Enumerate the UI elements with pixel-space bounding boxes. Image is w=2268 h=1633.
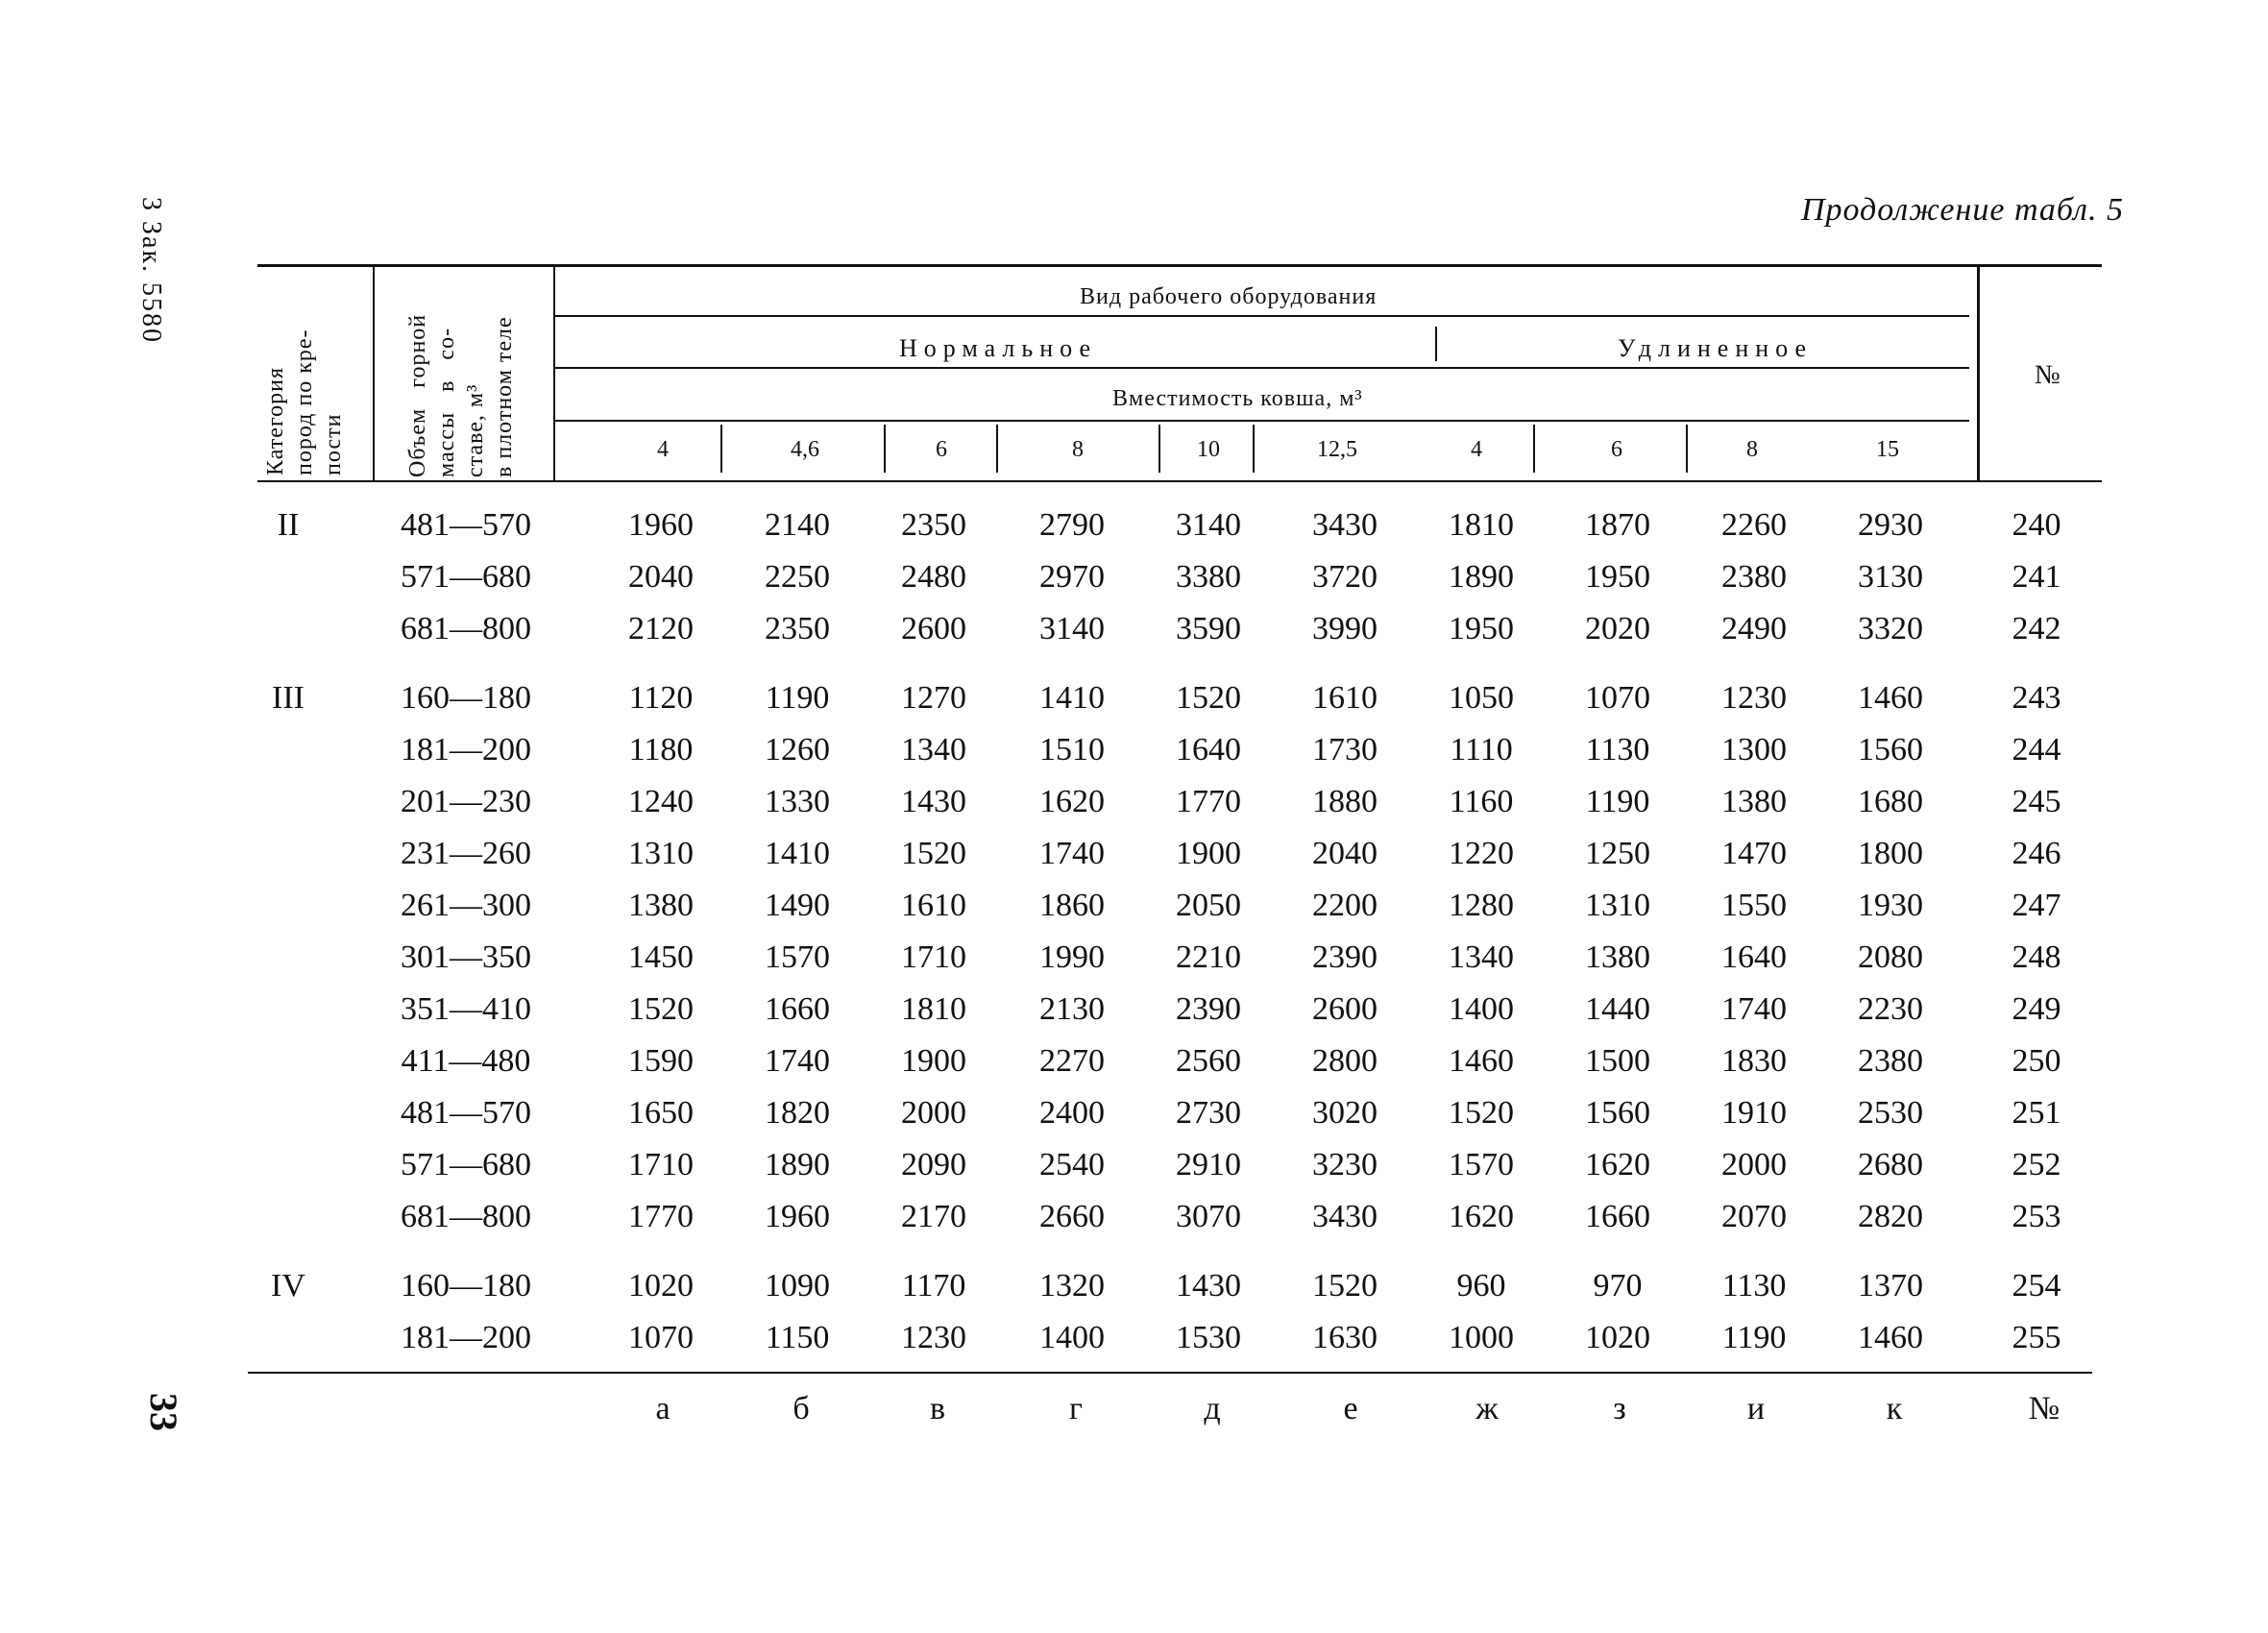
table-cell: 1230 bbox=[901, 1320, 966, 1355]
table-cell: 1640 bbox=[1721, 939, 1787, 975]
table-cell: 1270 bbox=[901, 680, 966, 716]
table-cell: 2350 bbox=[765, 611, 830, 646]
footer-label: з bbox=[1613, 1391, 1626, 1426]
table-cell: 1020 bbox=[1585, 1320, 1650, 1355]
table-cell: 1230 bbox=[1721, 680, 1787, 716]
table-cell: 1510 bbox=[1039, 732, 1105, 768]
header-volume-text: Объем горной массы в со- ставе, м³ в плотном теле bbox=[405, 313, 517, 477]
table-cell: 2390 bbox=[1312, 939, 1378, 975]
table-cell: 1520 bbox=[901, 836, 966, 871]
table-cell: 1710 bbox=[901, 939, 966, 975]
table-cell: 1470 bbox=[1721, 836, 1787, 871]
capacity-header: 12,5 bbox=[1317, 437, 1357, 462]
capacity-header: 10 bbox=[1197, 437, 1220, 462]
header-rule-type bbox=[555, 367, 1969, 369]
table-cell: 1110 bbox=[1450, 732, 1513, 768]
row-number: 244 bbox=[2012, 732, 2061, 768]
table-cell: 2140 bbox=[765, 507, 830, 543]
table-cell: 1870 bbox=[1585, 507, 1650, 543]
table-cell: 1520 bbox=[1449, 1095, 1514, 1131]
table-cell: 1490 bbox=[765, 888, 830, 923]
capacity-header: 15 bbox=[1876, 437, 1899, 462]
table-cell: 1170 bbox=[901, 1268, 966, 1304]
table-cell: 1400 bbox=[1449, 991, 1514, 1027]
header-divider-type bbox=[1435, 327, 1437, 361]
table-cell: 1880 bbox=[1312, 784, 1378, 819]
row-number: 252 bbox=[2012, 1147, 2061, 1182]
table-cell: 2400 bbox=[1039, 1095, 1105, 1131]
table-cell: 2490 bbox=[1721, 611, 1787, 646]
table-cell: 1900 bbox=[1176, 836, 1241, 871]
table-cell: 1860 bbox=[1039, 888, 1105, 923]
table-cell: 1710 bbox=[628, 1147, 694, 1182]
table-cell: 1950 bbox=[1585, 559, 1650, 595]
header-volume bbox=[403, 271, 538, 477]
row-number: 245 bbox=[2012, 784, 2061, 819]
table-cell: 1150 bbox=[765, 1320, 830, 1355]
table-cell: 1310 bbox=[1585, 888, 1650, 923]
row-number: 242 bbox=[2012, 611, 2061, 646]
footer-label: и bbox=[1746, 1391, 1766, 1426]
table-cell: 2000 bbox=[1721, 1147, 1787, 1182]
table-cell: 1340 bbox=[901, 732, 966, 768]
table-cell: 1730 bbox=[1312, 732, 1378, 768]
row-number: 246 bbox=[2012, 836, 2061, 871]
table-cell: 1660 bbox=[765, 991, 830, 1027]
table-cell: 3430 bbox=[1312, 507, 1378, 543]
volume-range: 681—800 bbox=[401, 611, 531, 646]
table-cell: 1190 bbox=[1721, 1320, 1787, 1355]
table-cell: 1380 bbox=[1721, 784, 1787, 819]
table-cell: 1590 bbox=[628, 1043, 694, 1079]
footer-label: а bbox=[655, 1391, 671, 1426]
table-cell: 1610 bbox=[901, 888, 966, 923]
table-cell: 1550 bbox=[1721, 888, 1787, 923]
table-cell: 2080 bbox=[1858, 939, 1923, 975]
table-cell: 1430 bbox=[1176, 1268, 1241, 1304]
header-equipment-type: Вид рабочего оборудования bbox=[1080, 284, 1378, 309]
volume-range: 481—570 bbox=[401, 1095, 531, 1131]
volume-range: 351—410 bbox=[401, 991, 531, 1027]
row-number: 250 bbox=[2012, 1043, 2061, 1079]
footer-label: б bbox=[793, 1391, 810, 1426]
table-cell: 1570 bbox=[765, 939, 830, 975]
footer-label: в bbox=[929, 1391, 946, 1426]
table-cell: 1770 bbox=[628, 1199, 694, 1234]
table-cell: 2260 bbox=[1721, 507, 1787, 543]
table-cell: 1810 bbox=[1449, 507, 1514, 543]
category-label: II bbox=[277, 507, 300, 543]
capacity-header: 8 bbox=[1746, 437, 1758, 462]
category-label: III bbox=[272, 680, 305, 716]
table-cell: 3140 bbox=[1176, 507, 1241, 543]
table-cell: 1820 bbox=[765, 1095, 830, 1131]
row-number: 254 bbox=[2012, 1268, 2061, 1304]
volume-range: 201—230 bbox=[401, 784, 531, 819]
table-cell: 1000 bbox=[1449, 1320, 1514, 1355]
volume-range: 411—480 bbox=[401, 1043, 531, 1079]
table-cell: 1680 bbox=[1858, 784, 1923, 819]
table-cell: 1910 bbox=[1721, 1095, 1787, 1131]
table-cell: 1530 bbox=[1176, 1320, 1241, 1355]
header-category bbox=[261, 279, 367, 475]
table-cell: 1450 bbox=[628, 939, 694, 975]
table-cell: 2090 bbox=[901, 1147, 966, 1182]
table-cell: 3230 bbox=[1312, 1147, 1378, 1182]
volume-range: 571—680 bbox=[401, 559, 531, 595]
table-cell: 2600 bbox=[1312, 991, 1378, 1027]
table-cell: 2660 bbox=[1039, 1199, 1105, 1234]
capacity-header: 6 bbox=[936, 437, 947, 462]
table-cell: 1930 bbox=[1858, 888, 1923, 923]
table-cell: 1460 bbox=[1858, 680, 1923, 716]
capacity-divider-1 bbox=[720, 425, 722, 473]
table-cell: 1340 bbox=[1449, 939, 1514, 975]
table-cell: 3130 bbox=[1858, 559, 1923, 595]
table-cell: 1320 bbox=[1039, 1268, 1105, 1304]
table-cell: 3720 bbox=[1312, 559, 1378, 595]
table-cell: 1890 bbox=[765, 1147, 830, 1182]
row-number: 253 bbox=[2012, 1199, 2061, 1234]
header-divider-volume bbox=[553, 267, 555, 480]
volume-range: 181—200 bbox=[401, 732, 531, 768]
table-cell: 3380 bbox=[1176, 559, 1241, 595]
table-cell: 1770 bbox=[1176, 784, 1241, 819]
table-cell: 2800 bbox=[1312, 1043, 1378, 1079]
table-cell: 1330 bbox=[765, 784, 830, 819]
table-cell: 3430 bbox=[1312, 1199, 1378, 1234]
table-cell: 1740 bbox=[1039, 836, 1105, 871]
side-note bbox=[136, 197, 197, 389]
table-cell: 2210 bbox=[1176, 939, 1241, 975]
table-cell: 3590 bbox=[1176, 611, 1241, 646]
table-cell: 1830 bbox=[1721, 1043, 1787, 1079]
table-cell: 1500 bbox=[1585, 1043, 1650, 1079]
header-category-text: Категория пород по кре- пости bbox=[263, 329, 346, 475]
table-cell: 1740 bbox=[765, 1043, 830, 1079]
volume-range: 160—180 bbox=[401, 680, 531, 716]
table-cell: 2820 bbox=[1858, 1199, 1923, 1234]
volume-range: 160—180 bbox=[401, 1268, 531, 1304]
table-cell: 2730 bbox=[1176, 1095, 1241, 1131]
table-cell: 3140 bbox=[1039, 611, 1105, 646]
table-cell: 1160 bbox=[1449, 784, 1514, 819]
header-extended: Удлиненное bbox=[1618, 334, 1814, 362]
table-cell: 1890 bbox=[1449, 559, 1514, 595]
capacity-header: 6 bbox=[1611, 437, 1622, 462]
capacity-header: 4 bbox=[657, 437, 669, 462]
table-cell: 1090 bbox=[765, 1268, 830, 1304]
table-cell: 3020 bbox=[1312, 1095, 1378, 1131]
footer-label: д bbox=[1204, 1391, 1221, 1426]
page-number bbox=[144, 1393, 202, 1450]
table-cell: 2680 bbox=[1858, 1147, 1923, 1182]
volume-range: 181—200 bbox=[401, 1320, 531, 1355]
table-cell: 1660 bbox=[1585, 1199, 1650, 1234]
footer-label: к bbox=[1886, 1391, 1903, 1426]
table-cell: 1120 bbox=[628, 680, 694, 716]
table-cell: 2200 bbox=[1312, 888, 1378, 923]
volume-range: 231—260 bbox=[401, 836, 531, 871]
footer-label: е bbox=[1343, 1391, 1358, 1426]
table-cell: 1630 bbox=[1312, 1320, 1378, 1355]
table-cell: 1900 bbox=[901, 1043, 966, 1079]
table-cell: 1070 bbox=[1585, 680, 1650, 716]
table-cell: 2170 bbox=[901, 1199, 966, 1234]
table-cell: 2600 bbox=[901, 611, 966, 646]
footer-label: г bbox=[1069, 1391, 1083, 1426]
table-cell: 1410 bbox=[1039, 680, 1105, 716]
table-cell: 970 bbox=[1593, 1268, 1643, 1304]
table-cell: 3990 bbox=[1312, 611, 1378, 646]
table-cell: 1300 bbox=[1721, 732, 1787, 768]
table-cell: 1640 bbox=[1176, 732, 1241, 768]
table-cell: 2230 bbox=[1858, 991, 1923, 1027]
table-cell: 2350 bbox=[901, 507, 966, 543]
table-cell: 2970 bbox=[1039, 559, 1105, 595]
row-number: 251 bbox=[2012, 1095, 2061, 1131]
page-number-text: 33 bbox=[142, 1393, 185, 1431]
table-cell: 2040 bbox=[628, 559, 694, 595]
table-cell: 1960 bbox=[765, 1199, 830, 1234]
table-cell: 1560 bbox=[1585, 1095, 1650, 1131]
table-cell: 1620 bbox=[1039, 784, 1105, 819]
table-cell: 1520 bbox=[1312, 1268, 1378, 1304]
table-top-rule bbox=[257, 264, 2102, 267]
header-divider-category bbox=[373, 267, 375, 480]
table-cell: 1380 bbox=[628, 888, 694, 923]
table-cell: 2530 bbox=[1858, 1095, 1923, 1131]
row-number: 243 bbox=[2012, 680, 2061, 716]
table-cell: 1800 bbox=[1858, 836, 1923, 871]
table-cell: 1610 bbox=[1312, 680, 1378, 716]
table-cell: 1260 bbox=[765, 732, 830, 768]
table-cell: 2480 bbox=[901, 559, 966, 595]
table-bottom-rule bbox=[248, 1372, 2092, 1374]
table-cell: 1280 bbox=[1449, 888, 1514, 923]
table-cell: 1740 bbox=[1721, 991, 1787, 1027]
table-cell: 2130 bbox=[1039, 991, 1105, 1027]
table-cell: 1250 bbox=[1585, 836, 1650, 871]
table-cell: 1020 bbox=[628, 1268, 694, 1304]
volume-range: 481—570 bbox=[401, 507, 531, 543]
table-cell: 1050 bbox=[1449, 680, 1514, 716]
header-bottom-rule bbox=[257, 480, 2102, 482]
table-cell: 1440 bbox=[1585, 991, 1650, 1027]
table-cell: 2050 bbox=[1176, 888, 1241, 923]
table-cell: 1070 bbox=[628, 1320, 694, 1355]
table-cell: 1190 bbox=[765, 680, 830, 716]
header-rule-capacity bbox=[555, 420, 1969, 422]
table-cell: 1620 bbox=[1585, 1147, 1650, 1182]
volume-range: 301—350 bbox=[401, 939, 531, 975]
row-number: 248 bbox=[2012, 939, 2061, 975]
table-cell: 1560 bbox=[1858, 732, 1923, 768]
table-cell: 1520 bbox=[1176, 680, 1241, 716]
table-cell: 3070 bbox=[1176, 1199, 1241, 1234]
table-cell: 2000 bbox=[901, 1095, 966, 1131]
table-cell: 2380 bbox=[1721, 559, 1787, 595]
table-cell: 2910 bbox=[1176, 1147, 1241, 1182]
footer-label: ж bbox=[1475, 1391, 1499, 1426]
row-number: 240 bbox=[2012, 507, 2061, 543]
table-cell: 1520 bbox=[628, 991, 694, 1027]
table-cell: 2540 bbox=[1039, 1147, 1105, 1182]
table-cell: 2120 bbox=[628, 611, 694, 646]
table-caption: Продолжение табл. 5 bbox=[1800, 192, 2124, 228]
table-cell: 960 bbox=[1456, 1268, 1506, 1304]
table-cell: 1620 bbox=[1449, 1199, 1514, 1234]
volume-range: 571—680 bbox=[401, 1147, 531, 1182]
table-cell: 1430 bbox=[901, 784, 966, 819]
category-label: IV bbox=[271, 1268, 305, 1304]
volume-range: 261—300 bbox=[401, 888, 531, 923]
side-note-text: 3 Зак. 5580 bbox=[136, 197, 166, 345]
table-cell: 1460 bbox=[1858, 1320, 1923, 1355]
table-cell: 1380 bbox=[1585, 939, 1650, 975]
capacity-header: 4 bbox=[1471, 437, 1482, 462]
row-number: 247 bbox=[2012, 888, 2061, 923]
capacity-header: 8 bbox=[1072, 437, 1084, 462]
table-cell: 1370 bbox=[1858, 1268, 1923, 1304]
table-cell: 2790 bbox=[1039, 507, 1105, 543]
table-cell: 2020 bbox=[1585, 611, 1650, 646]
header-divider-number bbox=[1977, 267, 1980, 480]
table-cell: 1410 bbox=[765, 836, 830, 871]
table-cell: 1400 bbox=[1039, 1320, 1105, 1355]
table-cell: 1130 bbox=[1585, 732, 1650, 768]
table-cell: 1190 bbox=[1585, 784, 1650, 819]
table-cell: 1650 bbox=[628, 1095, 694, 1131]
header-normal: Нормальное bbox=[899, 334, 1098, 362]
table-cell: 2560 bbox=[1176, 1043, 1241, 1079]
table-cell: 1240 bbox=[628, 784, 694, 819]
table-cell: 2270 bbox=[1039, 1043, 1105, 1079]
table-cell: 1990 bbox=[1039, 939, 1105, 975]
table-cell: 1570 bbox=[1449, 1147, 1514, 1182]
row-number: 255 bbox=[2012, 1320, 2061, 1355]
volume-range: 681—800 bbox=[401, 1199, 531, 1234]
footer-label: № bbox=[2028, 1391, 2061, 1426]
table-cell: 1460 bbox=[1449, 1043, 1514, 1079]
table-cell: 1810 bbox=[901, 991, 966, 1027]
table-cell: 2930 bbox=[1858, 507, 1923, 543]
table-cell: 2040 bbox=[1312, 836, 1378, 871]
table-cell: 2380 bbox=[1858, 1043, 1923, 1079]
capacity-header: 4,6 bbox=[791, 437, 819, 462]
table-cell: 1130 bbox=[1721, 1268, 1787, 1304]
table-cell: 1960 bbox=[628, 507, 694, 543]
header-rule-equipment bbox=[555, 315, 1969, 317]
header-number: № bbox=[2035, 360, 2061, 390]
table-cell: 1180 bbox=[628, 732, 694, 768]
table-cell: 3320 bbox=[1858, 611, 1923, 646]
table-cell: 2250 bbox=[765, 559, 830, 595]
table-cell: 1950 bbox=[1449, 611, 1514, 646]
capacity-divider-7 bbox=[1686, 425, 1688, 473]
table-cell: 1220 bbox=[1449, 836, 1514, 871]
row-number: 241 bbox=[2012, 559, 2061, 595]
table-cell: 2390 bbox=[1176, 991, 1241, 1027]
row-number: 249 bbox=[2012, 991, 2061, 1027]
table-cell: 2070 bbox=[1721, 1199, 1787, 1234]
header-bucket-capacity: Вместимость ковша, м³ bbox=[1112, 386, 1363, 411]
table-cell: 1310 bbox=[628, 836, 694, 871]
